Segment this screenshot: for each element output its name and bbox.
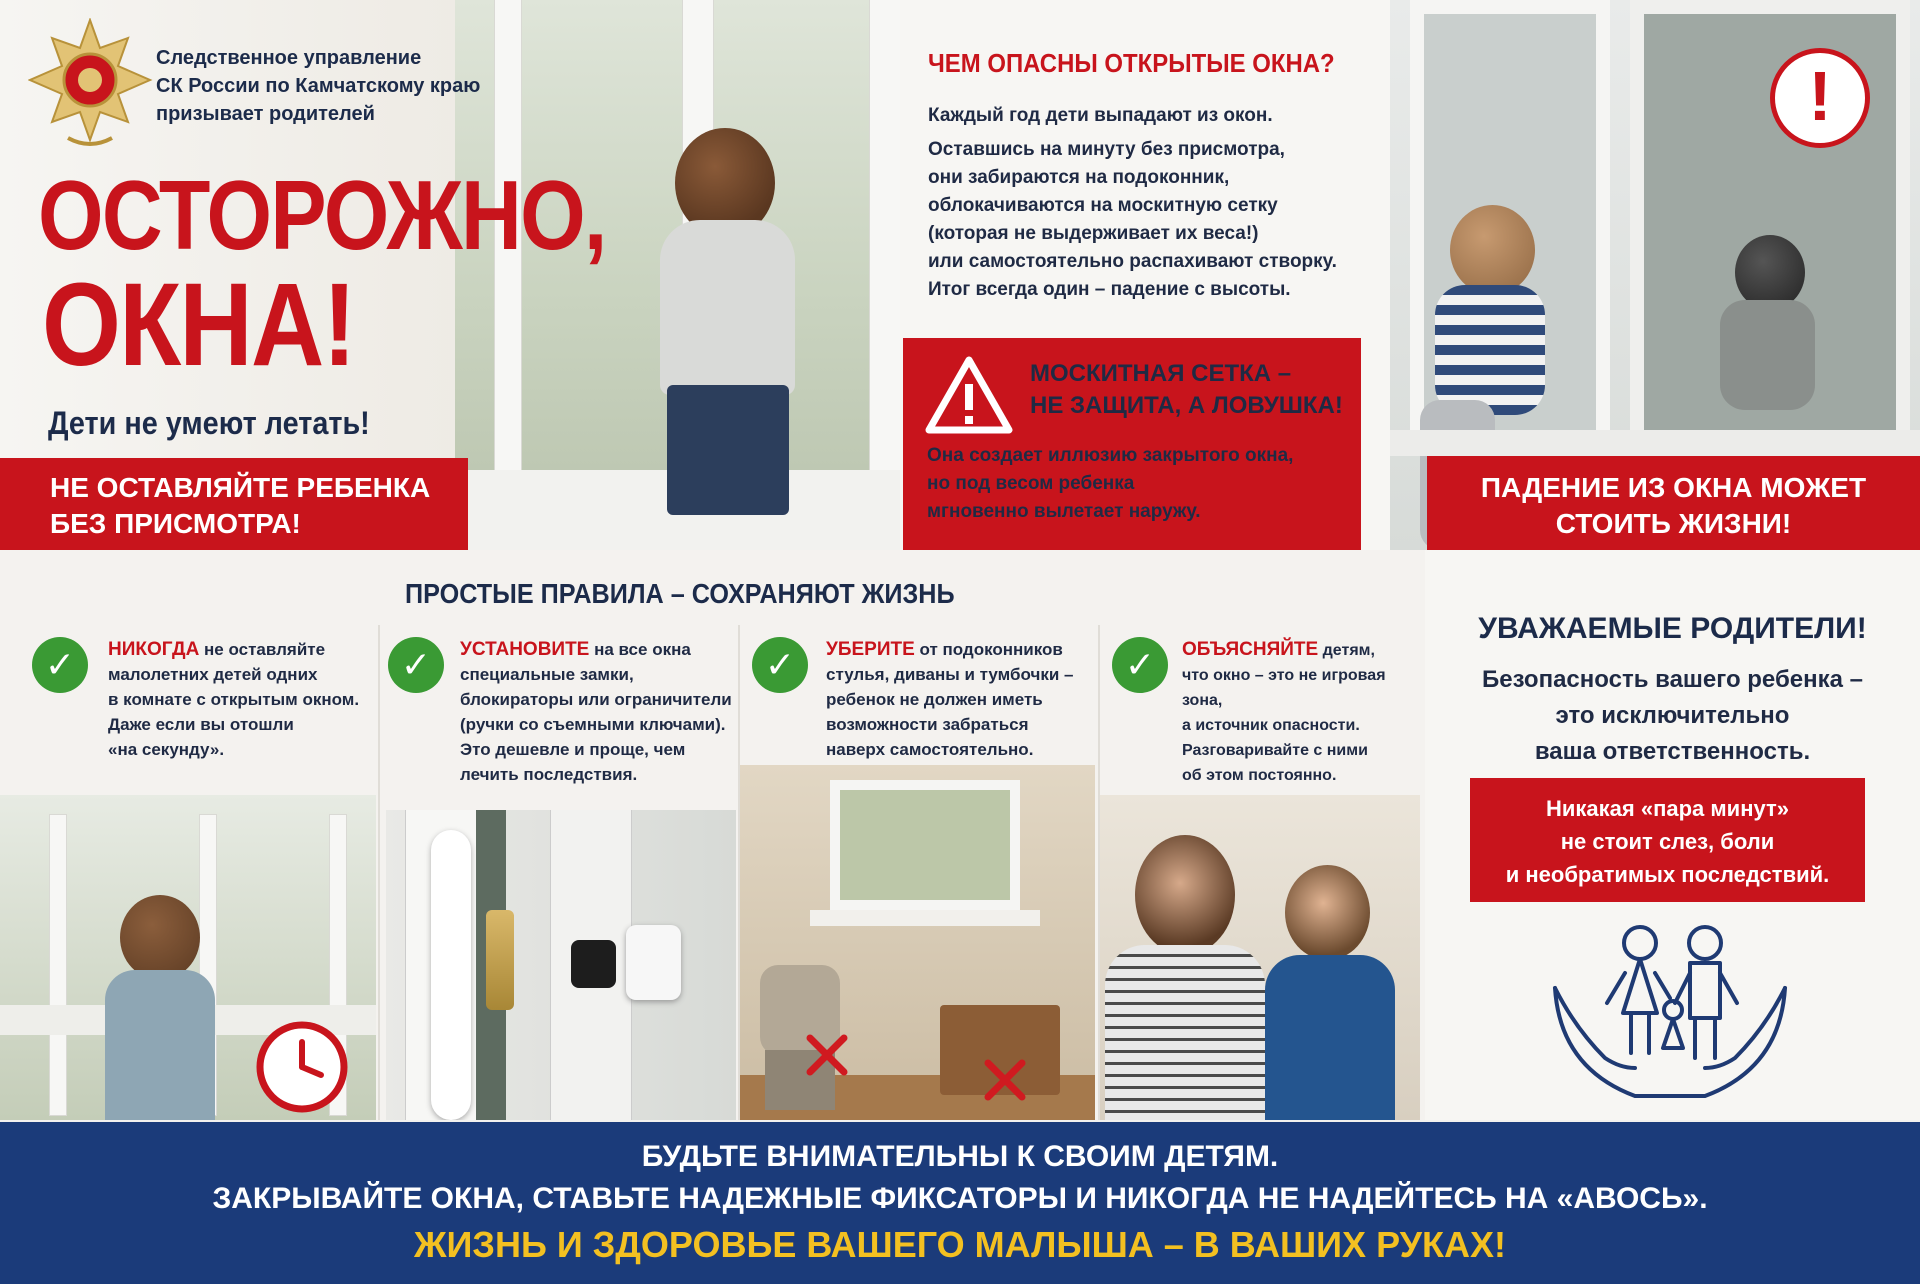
- rule-line: лечить последствия.: [460, 765, 638, 784]
- rule-keyword: УСТАНОВИТЕ: [460, 639, 590, 660]
- warning-band-line-2: БЕЗ ПРИСМОТРА!: [50, 508, 301, 539]
- rule-line: стулья, диваны и тумбочки –: [826, 665, 1074, 684]
- fall-line-2: СТОИТЬ ЖИЗНИ!: [1555, 508, 1792, 539]
- check-icon: ✓: [1112, 637, 1168, 693]
- danger-line-1: Каждый год дети выпадают из окон.: [928, 105, 1273, 126]
- check-icon: ✓: [752, 637, 808, 693]
- rule-line: что окно – это не игровая зона,: [1182, 667, 1386, 709]
- danger-line-2: Оставшись на минуту без присмотра,: [928, 139, 1285, 160]
- cross-icon: [980, 1055, 1030, 1105]
- rule-line: малолетних детей одних: [108, 665, 318, 684]
- rule-card: [1100, 625, 1425, 1120]
- alert-icon: !: [1770, 48, 1870, 148]
- clock-icon: [255, 1020, 350, 1115]
- rule-line: наверх самостоятельно.: [826, 740, 1034, 759]
- rule-line: на все окна: [589, 640, 691, 659]
- rule-line: детям,: [1318, 642, 1375, 659]
- fall-line-1: ПАДЕНИЕ ИЗ ОКНА МОЖЕТ: [1480, 472, 1867, 503]
- main-title-line-1: ОСТОРОЖНО,: [38, 160, 606, 270]
- footer-line-2: ЗАКРЫВАЙТЕ ОКНА, СТАВЬТЕ НАДЕЖНЫЕ ФИКСАТОРЫ И НИКОГДА НЕ НАДЕЙТЕСЬ НА «АВОСЬ».: [212, 1182, 1708, 1215]
- rule-card: [0, 625, 378, 1120]
- main-title-line-2: ОКНА!: [42, 259, 355, 391]
- rule-line: в комнате с открытым окном.: [108, 690, 360, 709]
- parents-line-1: Безопасность вашего ребенка –: [1481, 666, 1864, 693]
- rule-keyword: УБЕРИТЕ: [826, 639, 915, 660]
- mosquito-net-title: [1030, 358, 1343, 422]
- rule-card: [740, 625, 1098, 1120]
- cross-icon: [802, 1030, 852, 1080]
- rule-line: Даже если вы отошли: [108, 715, 294, 734]
- parents-box-line-3: и необратимых последствий.: [1505, 862, 1830, 887]
- org-line-2: СК России по Камчатскому краю: [156, 75, 481, 97]
- net-title-line-2: НЕ ЗАЩИТА, А ЛОВУШКА!: [1030, 392, 1343, 419]
- warning-triangle-icon: [925, 356, 1013, 434]
- room-furniture-photo: [740, 765, 1095, 1120]
- rule-line: от подоконников: [914, 640, 1063, 659]
- parents-warning-box: [1470, 778, 1865, 902]
- mother-child-talk-photo: [1100, 795, 1420, 1120]
- rule-keyword: НИКОГДА: [108, 639, 200, 660]
- emblem-icon: [28, 18, 153, 153]
- footer-line-1: БУДЬТЕ ВНИМАТЕЛЬНЫ К СВОИМ ДЕТЯМ.: [641, 1140, 1279, 1173]
- rule-line: ребенок не должен иметь: [826, 690, 1043, 709]
- rule-line: не оставляйте: [199, 640, 326, 659]
- parents-text: [1425, 662, 1920, 770]
- rules-title: ПРОСТЫЕ ПРАВИЛА – СОХРАНЯЮТ ЖИЗНЬ: [405, 578, 955, 609]
- rule-line: возможности забраться: [826, 715, 1029, 734]
- parents-line-3: ваша ответственность.: [1534, 738, 1811, 765]
- check-icon: ✓: [388, 637, 444, 693]
- warning-band-line-1: НЕ ОСТАВЛЯЙТЕ РЕБЕНКА: [50, 472, 431, 503]
- warning-band: [0, 458, 468, 550]
- parents-box-line-2: не стоит слез, боли: [1560, 829, 1775, 854]
- mosquito-net-text: [927, 442, 1347, 526]
- rule-line: «на секунду».: [108, 740, 225, 759]
- parents-line-2: это исключительно: [1555, 702, 1790, 729]
- net-title-line-1: МОСКИТНАЯ СЕТКА –: [1030, 360, 1292, 387]
- rule-line: Разговаривайте с ними: [1182, 742, 1368, 759]
- rule-line: блокираторы или ограничители: [460, 690, 732, 709]
- net-text-line-1: Она создает иллюзию закрытого окна,: [927, 445, 1294, 466]
- rule-line: (ручки со съемными ключами).: [460, 715, 726, 734]
- rule-keyword: ОБЪЯСНЯЙТЕ: [1182, 639, 1319, 660]
- parents-box-line-1: Никакая «пара минут»: [1546, 796, 1789, 821]
- danger-line-5: (которая не выдерживает их веса!): [928, 223, 1259, 244]
- fall-warning-band: [1427, 456, 1920, 550]
- check-icon: ✓: [32, 637, 88, 693]
- danger-line-6: или самостоятельно распахивают створку.: [928, 251, 1337, 272]
- net-text-line-3: мгновенно вылетает наружу.: [927, 501, 1201, 522]
- window-lock-photo: [386, 810, 736, 1120]
- family-hands-icon: [1545, 918, 1795, 1108]
- parents-title: УВАЖАЕМЫЕ РОДИТЕЛИ!: [1478, 612, 1867, 645]
- org-line-1: Следственное управление: [156, 47, 422, 69]
- rule-line: специальные замки,: [460, 665, 634, 684]
- net-text-line-2: но под весом ребенка: [927, 473, 1135, 494]
- danger-text: [928, 102, 1378, 304]
- danger-title: ЧЕМ ОПАСНЫ ОТКРЫТЫЕ ОКНА?: [928, 48, 1335, 78]
- danger-line-7: Итог всегда один – падение с высоты.: [928, 279, 1291, 300]
- footer-line-3: ЖИЗНЬ И ЗДОРОВЬЕ ВАШЕГО МАЛЫША – В ВАШИХ РУКАХ!: [414, 1224, 1506, 1265]
- rule-line: а источник опасности.: [1182, 717, 1360, 734]
- rule-card: [380, 625, 738, 1120]
- child-window-photo: [0, 795, 376, 1120]
- subtitle: Дети не умеют летать!: [48, 405, 370, 441]
- org-line-3: призывает родителей: [156, 103, 375, 125]
- rule-line: об этом постоянно.: [1182, 767, 1337, 784]
- organization-name: [156, 44, 536, 128]
- rule-line: Это дешевле и проще, чем: [460, 740, 686, 759]
- danger-line-3: они забираются на подоконник,: [928, 167, 1230, 188]
- danger-line-4: облокачиваются на москитную сетку: [928, 195, 1278, 216]
